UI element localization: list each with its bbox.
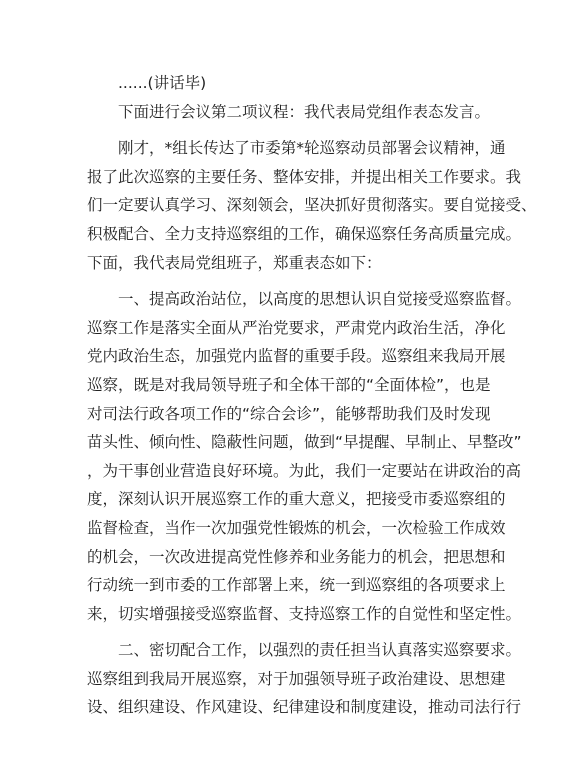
paragraph-gap [87, 628, 509, 636]
text-line: 来，切实增强接受巡察监督、支持巡察工作的自觉性和坚定性。 [87, 604, 522, 623]
text-line: 巡察，既是对我局领导班子和全体干部的“全面体检”，也是 [87, 375, 491, 394]
paragraph-gap [87, 126, 509, 134]
text-line: 下面，我代表局党组班子，郑重表态如下： [87, 253, 382, 272]
text-line: 党内政治生态，加强党内监督的重要手段。巡察组来我局开展 [87, 347, 506, 366]
document-body [87, 69, 537, 722]
text-line: ，为干事创业营造良好环境。为此，我们一定要站在讲政治的高 [87, 461, 522, 480]
text-line: 对司法行政各项工作的“综合会诊”，能够帮助我们及时发现 [87, 404, 491, 423]
text-line: 一、提高政治站位，以高度的思想认识自觉接受巡察监督。 [118, 290, 522, 309]
text-line: 积极配合、全力支持巡察组的工作，确保巡察任务高质量完成。 [87, 224, 522, 243]
text-line: 刚才，*组长传达了市委第*轮巡察动员部署会议精神，通 [118, 139, 506, 158]
text-line: 的机会，一次改进提高党性修养和业务能力的机会，把思想和 [87, 547, 506, 566]
text-line: 下面进行会议第二项议程：我代表局党组作表态发言。 [118, 102, 491, 121]
text-line: 设、组织建设、作风建设、纪律建设和制度建设，推动司法行行 [87, 698, 522, 717]
text-line: 苗头性、倾向性、隐蔽性问题，做到“早提醒、早制止、早整改” [87, 433, 522, 452]
text-line: ......(讲话毕) [118, 74, 207, 92]
text-line: 巡察组到我局开展巡察，对于加强领导班子政治建设、思想建 [87, 669, 506, 688]
text-line: 监督检查，当作一次加强党性锻炼的机会，一次检验工作成效 [87, 518, 506, 537]
text-line: 度，深刻认识开展巡察工作的重大意义，把接受市委巡察组的 [87, 490, 506, 509]
text-line: 行动统一到市委的工作部署上来，统一到巡察组的各项要求上 [87, 576, 506, 595]
text-line: 们一定要认真学习、深刻领会，坚决抓好贯彻落实。要自觉接受、 [87, 196, 537, 215]
text-line: 巡察工作是落实全面从严治党要求，严肃党内政治生活，净化 [87, 318, 506, 337]
paragraph-gap [87, 277, 509, 285]
text-line: 报了此次巡察的主要任务、整体安排，并提出相关工作要求。我 [87, 167, 522, 186]
text-line: 二、密切配合工作，以强烈的责任担当认真落实巡察要求。 [118, 641, 522, 660]
